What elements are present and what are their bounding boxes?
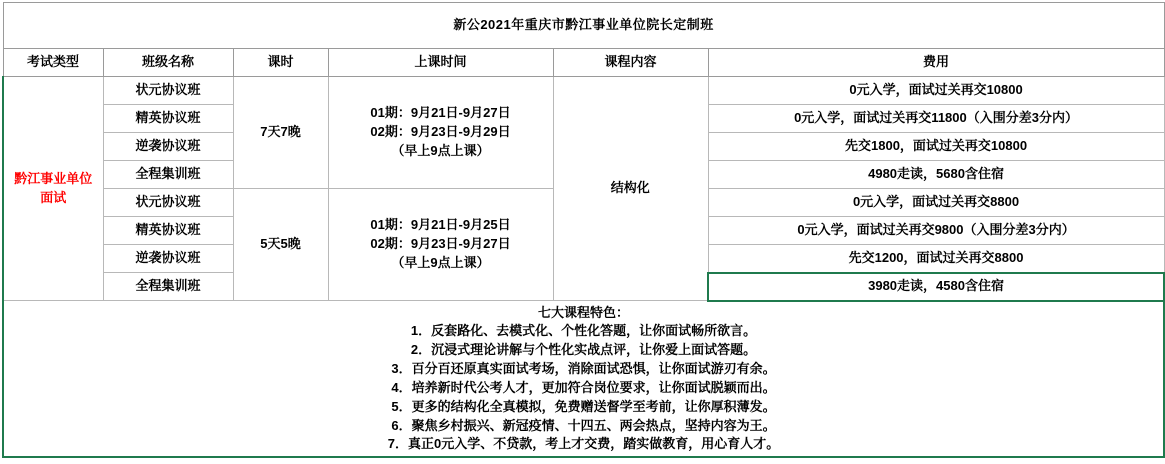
header-row bbox=[3, 49, 1164, 77]
features-line: 5．更多的结构化全真模拟，免费赠送督学至考前，让你厚积薄发。 bbox=[391, 398, 776, 414]
features-line: 7．真正0元入学、不贷款，考上才交费，踏实做教育，用心育人才。 bbox=[387, 436, 780, 452]
features-row bbox=[3, 301, 1164, 458]
page-title: 新公2021年重庆市黔江事业单位院长定制班 bbox=[3, 3, 1164, 49]
table-row bbox=[3, 77, 1164, 105]
column-header-content: 课程内容 bbox=[553, 49, 708, 77]
fee-cell: 4980走读，5680含住宿 bbox=[708, 161, 1164, 189]
class-name-cell: 精英协议班 bbox=[103, 105, 233, 133]
column-header-hours: 课时 bbox=[233, 49, 328, 77]
column-header-exam-type: 考试类型 bbox=[3, 49, 103, 77]
schedule-line: 02期：9月23日-9月29日 bbox=[370, 124, 511, 140]
exam-type-cell: 黔江事业单位面试 bbox=[3, 77, 103, 301]
fee-cell: 0元入学，面试过关再交8800 bbox=[708, 189, 1164, 217]
fee-cell: 0元入学，面试过关再交11800（入围分差3分内） bbox=[708, 105, 1164, 133]
column-header-class-name: 班级名称 bbox=[103, 49, 233, 77]
class-name-cell: 逆袭协议班 bbox=[103, 133, 233, 161]
schedule-line: 02期：9月23日-9月27日 bbox=[370, 236, 511, 252]
course-content-cell: 结构化 bbox=[553, 77, 708, 301]
class-name-cell: 全程集训班 bbox=[103, 161, 233, 189]
features-line: 4．培养新时代公考人才，更加符合岗位要求，让你面试脱颖而出。 bbox=[391, 379, 776, 395]
title-row bbox=[3, 3, 1164, 49]
course-features-cell bbox=[3, 301, 1164, 458]
schedule-cell bbox=[328, 77, 553, 189]
features-line: 2．沉浸式理论讲解与个性化实战点评，让你爱上面试答题。 bbox=[410, 342, 757, 358]
fee-cell: 先交1800，面试过关再交10800 bbox=[708, 133, 1164, 161]
spreadsheet-sheet bbox=[0, 2, 1165, 464]
features-line: 3．百分百还原真实面试考场，消除面试恐惧，让你面试游刃有余。 bbox=[391, 361, 776, 377]
features-line: 6．聚焦乡村振兴、新冠疫情、十四五、两会热点，坚持内容为王。 bbox=[391, 417, 776, 433]
class-name-cell: 精英协议班 bbox=[103, 217, 233, 245]
schedule-line: 01期：9月21日-9月25日 bbox=[370, 217, 511, 233]
schedule-line: 01期：9月21日-9月27日 bbox=[370, 105, 511, 121]
column-header-fee: 费用 bbox=[708, 49, 1164, 77]
class-name-cell: 逆袭协议班 bbox=[103, 245, 233, 273]
fee-cell: 先交1200，面试过关再交8800 bbox=[708, 245, 1164, 273]
fee-cell: 0元入学，面试过关再交9800（入围分差3分内） bbox=[708, 217, 1164, 245]
course-table bbox=[2, 2, 1165, 458]
hours-cell: 7天7晚 bbox=[233, 77, 328, 189]
class-name-cell: 全程集训班 bbox=[103, 273, 233, 301]
schedule-line: （早上9点上课） bbox=[391, 254, 490, 270]
features-line: 1．反套路化、去模式化、个性化答题，让你面试畅所欲言。 bbox=[410, 323, 757, 339]
class-name-cell: 状元协议班 bbox=[103, 189, 233, 217]
schedule-line: （早上9点上课） bbox=[391, 142, 490, 158]
fee-cell-selected[interactable]: 3980走读，4580含住宿 bbox=[708, 273, 1164, 301]
class-name-cell: 状元协议班 bbox=[103, 77, 233, 105]
schedule-cell bbox=[328, 189, 553, 301]
hours-cell: 5天5晚 bbox=[233, 189, 328, 301]
features-title: 七大课程特色： bbox=[538, 304, 630, 320]
column-header-schedule: 上课时间 bbox=[328, 49, 553, 77]
fee-cell: 0元入学，面试过关再交10800 bbox=[708, 77, 1164, 105]
